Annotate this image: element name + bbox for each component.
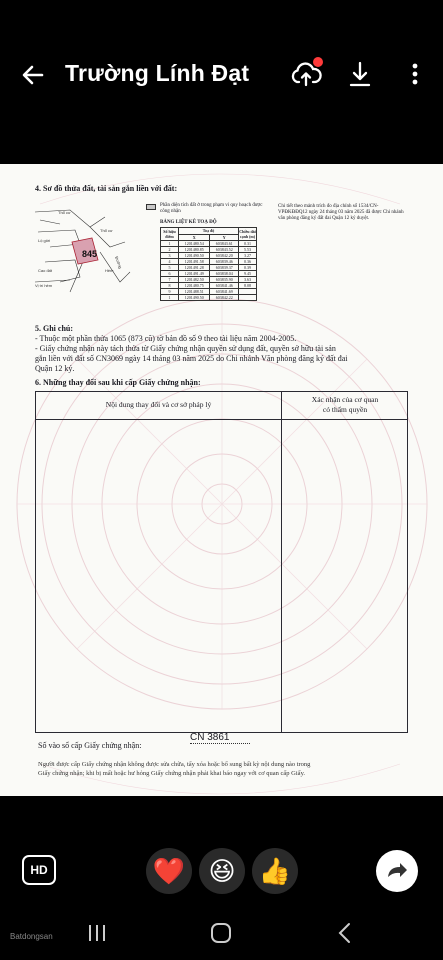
coord-cell: 9	[161, 289, 179, 295]
coord-cell: 603835.90	[210, 277, 239, 283]
coord-cell: 4	[161, 259, 179, 265]
coord-cell: 603838.04	[210, 271, 239, 277]
coord-cell: 6	[161, 271, 179, 277]
laughing-face-icon: 😆	[208, 856, 236, 886]
coord-cell: 0.36	[239, 259, 257, 265]
coord-cell: 9.45	[239, 271, 257, 277]
back-arrow-icon[interactable]	[18, 60, 48, 90]
coord-cell: 1201482.50	[179, 277, 210, 283]
table-divider-vertical	[281, 392, 282, 732]
laugh-reaction-button[interactable]	[199, 848, 245, 894]
thumbs-up-icon: 👍	[258, 856, 292, 886]
parcel-number-label: 845	[82, 249, 98, 259]
parcel-sketch-map	[30, 202, 140, 302]
coord-row	[161, 295, 257, 301]
coord-cell: 603839.46	[210, 259, 239, 265]
share-arrow-icon	[376, 850, 418, 892]
page-title: Trường Lính Đạt	[65, 60, 250, 86]
table-divider-horizontal	[36, 419, 407, 420]
heart-reaction-button[interactable]	[146, 848, 192, 894]
coord-cell: 7	[161, 277, 179, 283]
note-line-4: Quận 12 ký.	[35, 364, 75, 373]
coord-cell: 1201491.58	[179, 259, 210, 265]
section-6-title: 6. Những thay đổi sau khi cấp Giấy chứng nhận:	[35, 378, 201, 387]
download-icon[interactable]	[344, 58, 376, 90]
coord-cell: 2	[161, 247, 179, 253]
table-header-confirm-1: Xác nhận của cơ quan	[311, 395, 379, 404]
coord-header-x: X	[179, 234, 210, 241]
coord-cell: 603843.61	[210, 241, 239, 247]
register-number: CN 3861	[190, 732, 250, 744]
legend-swatch	[146, 204, 156, 210]
note-line-2: - Giấy chứng nhận này tách thửa từ Giấy chứng nhận quyền sử dụng đất, quyền sở hữu tài sản	[35, 344, 336, 353]
coord-cell	[239, 295, 257, 301]
legend-note: Phần diện tích đất ở trong phạm vi quy hoạch được công nhận	[160, 203, 263, 214]
coord-cell: 3	[161, 253, 179, 259]
svg-text:Thổ cư: Thổ cư	[58, 210, 71, 215]
note-line-1: - Thuộc một phần thửa 1065 (873 cũ) tờ bản đồ số 9 theo tài liệu năm 2004-2005.	[35, 334, 297, 343]
coord-cell: 5	[161, 265, 179, 271]
coord-table	[160, 227, 257, 301]
coord-cell: 8	[161, 283, 179, 289]
coord-cell: 1201491.49	[179, 271, 210, 277]
hd-quality-button[interactable]: HD	[22, 855, 56, 885]
register-label: Số vào sổ cấp Giấy chứng nhận:	[38, 741, 142, 750]
recent-apps-icon[interactable]	[86, 922, 108, 944]
more-options-icon[interactable]	[399, 58, 431, 90]
coord-header-point: Số hiệu điểm	[161, 228, 179, 241]
coord-cell: 8.08	[239, 283, 257, 289]
coord-cell: 1201480.85	[179, 247, 210, 253]
table-header-confirm-2: có thẩm quyền	[322, 405, 368, 414]
section-4-title: 4. Sơ đồ thửa đất, tài sản gắn liền với đất:	[35, 184, 178, 193]
note-line-3: gắn liền với đất số CN3069 ngày 14 tháng 03 năm 2025 do Chi nhánh Văn phòng đăng ký đất đai	[35, 354, 348, 363]
coord-cell: 603841.69	[210, 289, 239, 295]
svg-text:Lộ giới: Lộ giới	[38, 238, 51, 243]
coord-cell: 1201480.54	[179, 241, 210, 247]
section-5-title: 5. Ghi chú:	[35, 324, 74, 333]
coord-cell: 3.63	[239, 277, 257, 283]
coord-cell: 3.27	[239, 253, 257, 259]
top-bar	[0, 0, 443, 150]
changes-table	[35, 391, 408, 733]
home-icon[interactable]	[209, 921, 233, 945]
share-button[interactable]	[376, 850, 418, 892]
coord-cell: 0.39	[239, 265, 257, 271]
coord-cell: 1	[161, 295, 179, 301]
coord-cell: 603841.46	[210, 283, 239, 289]
svg-text:Cao đất: Cao đất	[38, 268, 53, 273]
coord-cell: 1201491.28	[179, 265, 210, 271]
heart-icon: ❤️	[152, 856, 186, 886]
coord-header-coords: Toạ độ	[179, 228, 239, 235]
side-note: Chi tiết theo mảnh trích đo địa chính số 1534/CN-VPĐKĐĐQ12 ngày 24 tháng 03 năm 2025 đã được Chi nhánh văn phòng đăng ký đất đai Quận 12 ký duyệt.	[278, 204, 404, 221]
coord-table-title: BẢNG LIỆT KÊ TOẠ ĐỘ	[160, 220, 217, 225]
footer-line-1: Người được cấp Giấy chứng nhận không được sửa chữa, tẩy xóa hoặc bổ sung bất kỳ nội dung nào trong	[38, 761, 311, 768]
svg-text:Đường: Đường	[114, 255, 124, 270]
svg-text:Thổ cư: Thổ cư	[100, 228, 113, 233]
document-image[interactable]	[0, 164, 443, 796]
coord-cell: 603842.20	[210, 253, 239, 259]
coord-cell: 0.31	[239, 241, 257, 247]
like-reaction-button[interactable]	[252, 848, 298, 894]
coord-cell: 1201490.50	[179, 253, 210, 259]
coord-cell: 1201490.50	[179, 295, 210, 301]
coord-cell: 603842.22	[210, 295, 239, 301]
coord-header-y: Y	[210, 234, 239, 241]
coord-cell: 603839.37	[210, 265, 239, 271]
footer-line-2: Giấy chứng nhận; khi bị mất hoặc hư hỏng Giấy chứng nhận phải khai báo ngay với cơ quan cấp Giấy.	[38, 770, 306, 777]
coord-header-length: Chiều dài cạnh (m)	[239, 229, 256, 239]
svg-text:Hẻm: Hẻm	[105, 268, 114, 273]
nav-back-icon[interactable]	[335, 921, 355, 945]
notification-dot	[313, 57, 323, 67]
system-nav-bar	[0, 910, 443, 960]
svg-text:Vị trí hẻm: Vị trí hẻm	[35, 283, 53, 288]
table-header-changes: Nội dung thay đổi và cơ sở pháp lý	[105, 400, 212, 409]
coord-cell: 1	[161, 241, 179, 247]
watermark-text: Batdongsan	[10, 932, 53, 941]
coord-cell: 1201480.75	[179, 283, 210, 289]
coord-cell: 1201488.51	[179, 289, 210, 295]
coord-cell: 5.53	[239, 247, 257, 253]
coord-cell: 603843.52	[210, 247, 239, 253]
